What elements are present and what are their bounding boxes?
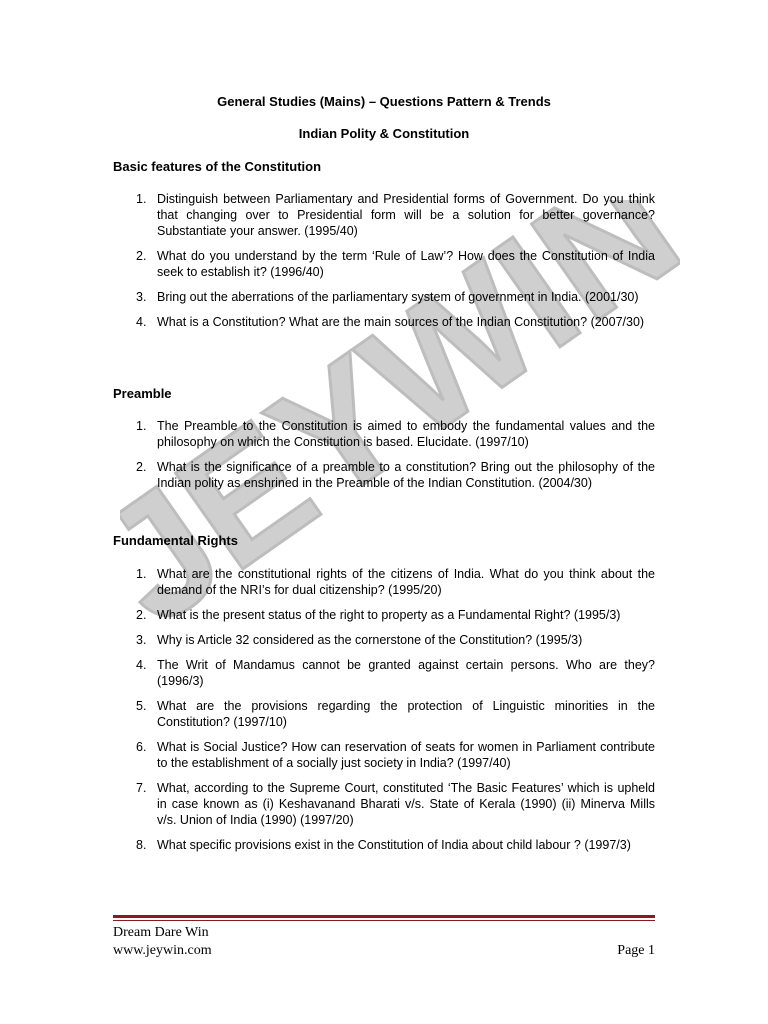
question-number: 2. bbox=[136, 608, 147, 622]
question-text: The Preamble to the Constitution is aimed to embody the fundamental values and the philosophy on which the Constitution is based. Elucidate. (1997/10) bbox=[157, 419, 655, 449]
question-number: 2. bbox=[136, 249, 147, 263]
question-item bbox=[113, 698, 655, 730]
question-item bbox=[113, 418, 655, 450]
question-text: What specific provisions exist in the Constitution of India about child labour ? (1997/3) bbox=[157, 838, 631, 852]
section-heading-preamble: Preamble bbox=[113, 386, 172, 401]
question-number: 3. bbox=[136, 290, 147, 304]
question-item bbox=[113, 780, 655, 828]
question-list-fundamental-rights bbox=[113, 566, 655, 862]
question-text: Why is Article 32 considered as the cornerstone of the Constitution? (1995/3) bbox=[157, 633, 583, 647]
question-number: 2. bbox=[136, 460, 147, 474]
question-item bbox=[113, 314, 655, 330]
question-item bbox=[113, 837, 655, 853]
question-item bbox=[113, 632, 655, 648]
question-item bbox=[113, 191, 655, 239]
question-item bbox=[113, 607, 655, 623]
question-item bbox=[113, 289, 655, 305]
question-list-basic-features bbox=[113, 191, 655, 339]
question-text: What, according to the Supreme Court, constituted ‘The Basic Features’ which is upheld in case known as (i) Keshavanand Bharati v/s. State of Kerala (1990) (ii) Minerva Mills v/s. Union of India (1990) (1997/20) bbox=[157, 781, 655, 827]
footer-rule-thin bbox=[113, 920, 655, 921]
question-number: 5. bbox=[136, 699, 147, 713]
footer-page-number: Page 1 bbox=[617, 943, 655, 958]
question-text: What is the present status of the right to property as a Fundamental Right? (1995/3) bbox=[157, 608, 621, 622]
footer-tagline: Dream Dare Win bbox=[113, 925, 209, 940]
question-text: Distinguish between Parliamentary and Presidential forms of Government. Do you think that changing over to Presidential form will be a solution for better governance? Substantiate your answer. (1995/40) bbox=[157, 192, 655, 238]
question-text: What are the constitutional rights of the citizens of India. What do you think about the demand of the NRI’s for dual citizenship? (1995/20) bbox=[157, 567, 655, 597]
question-text: What are the provisions regarding the protection of Linguistic minorities in the Constitution? (1997/10) bbox=[157, 699, 655, 729]
question-item bbox=[113, 739, 655, 771]
question-number: 4. bbox=[136, 315, 147, 329]
question-text: What is Social Justice? How can reservation of seats for women in Parliament contribute to the establishment of a socially just society in India? (1997/40) bbox=[157, 740, 655, 770]
question-text: Bring out the aberrations of the parliamentary system of government in India. (2001/30) bbox=[157, 290, 639, 304]
question-item bbox=[113, 248, 655, 280]
document-title: General Studies (Mains) – Questions Pattern & Trends bbox=[217, 94, 551, 109]
question-number: 1. bbox=[136, 419, 147, 433]
question-number: 1. bbox=[136, 192, 147, 206]
question-item bbox=[113, 657, 655, 689]
question-item bbox=[113, 459, 655, 491]
document-subtitle: Indian Polity & Constitution bbox=[298, 126, 470, 141]
footer-website: www.jeywin.com bbox=[113, 943, 212, 958]
question-text: The Writ of Mandamus cannot be granted against certain persons. Who are they? (1996/3) bbox=[157, 658, 655, 688]
question-number: 7. bbox=[136, 781, 147, 795]
question-item bbox=[113, 566, 655, 598]
question-text: What do you understand by the term ‘Rule of Law’? How does the Constitution of India seek to establish it? (1996/40) bbox=[157, 249, 655, 279]
watermark-text: JEYWIN bbox=[120, 200, 680, 620]
question-list-preamble bbox=[113, 418, 655, 500]
question-number: 3. bbox=[136, 633, 147, 647]
section-heading-fundamental-rights: Fundamental Rights bbox=[113, 533, 238, 548]
question-text: What is a Constitution? What are the main sources of the Indian Constitution? (2007/30) bbox=[157, 315, 645, 329]
footer-rule-thick bbox=[113, 915, 655, 918]
section-heading-basic-features: Basic features of the Constitution bbox=[113, 159, 322, 174]
question-number: 4. bbox=[136, 658, 147, 672]
question-text: What is the significance of a preamble to a constitution? Bring out the philosophy of the Indian polity as enshrined in the Preamble of the Indian Constitution. (2004/30) bbox=[157, 460, 655, 490]
question-number: 1. bbox=[136, 567, 147, 581]
question-number: 6. bbox=[136, 740, 147, 754]
question-number: 8. bbox=[136, 838, 147, 852]
